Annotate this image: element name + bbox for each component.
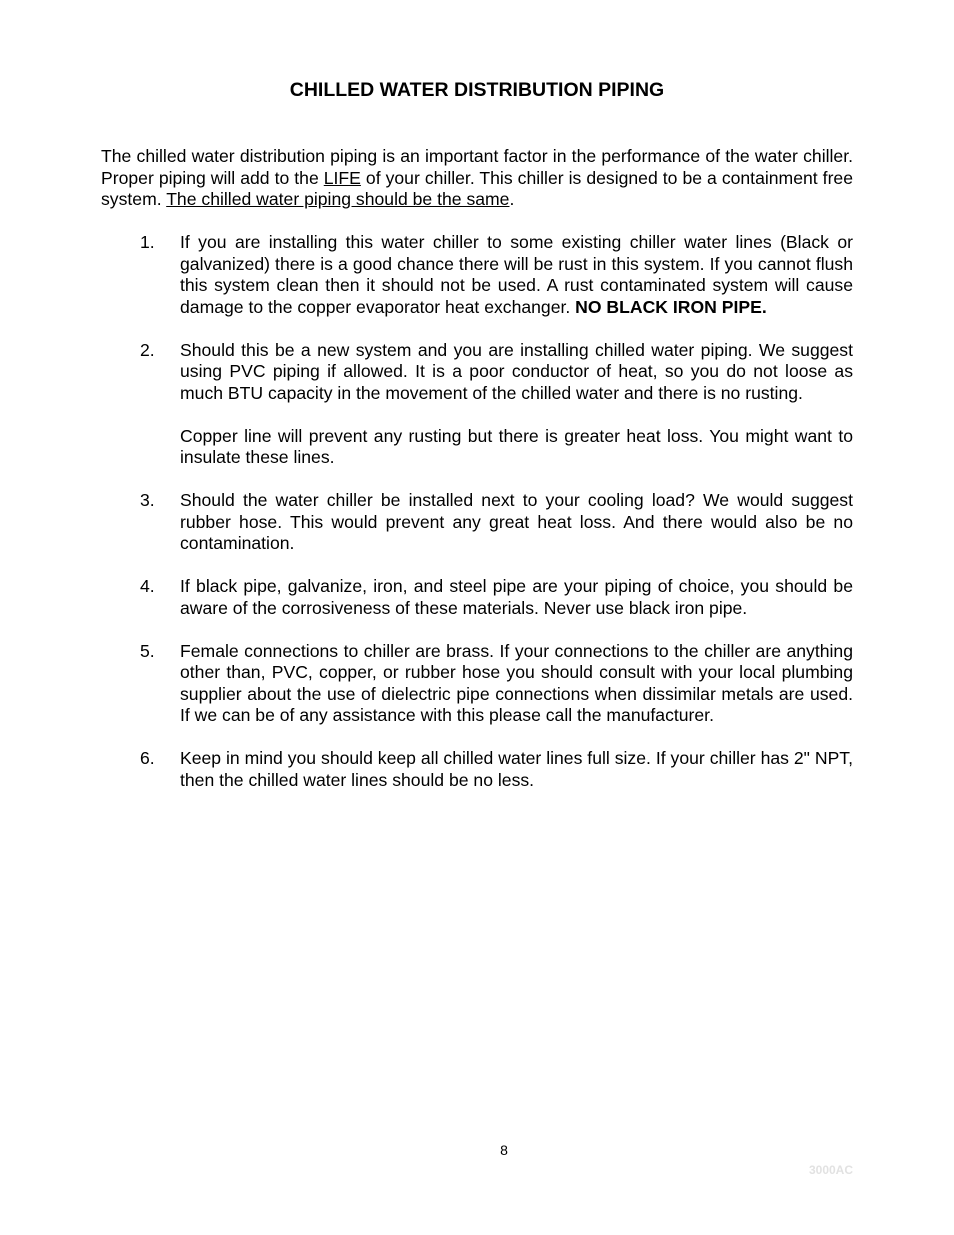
item-number: 1. xyxy=(140,232,155,252)
item-body xyxy=(180,490,853,555)
item-text xyxy=(180,232,853,318)
item-body xyxy=(180,232,853,318)
item-text-normal: If you are installing this water chiller to some existing chiller water lines (Black or galvanized) there is a good chance there will be rust in this system. If you cannot flush this system clean then it should not be used. A rust contaminated system will cause damage to the copper evaporator heat exchanger. xyxy=(180,232,853,317)
item-number: 4. xyxy=(140,576,155,596)
item-text-continued: Copper line will prevent any rusting but there is greater heat loss. You might want to insulate these lines. xyxy=(180,425,853,467)
item-text: Keep in mind you should keep all chilled water lines full size. If your chiller has 2" NPT, then the chilled water lines should be no less. xyxy=(180,748,853,790)
item-text: Should this be a new system and you are installing chilled water piping. We suggest using PVC piping if allowed. It is a poor conductor of heat, so you do not loose as much BTU capacity in the movement of the chilled water and there is no rusting. xyxy=(180,339,853,403)
list-item xyxy=(140,641,853,727)
list-item xyxy=(140,576,853,619)
item-text: If black pipe, galvanize, iron, and steel pipe are your piping of choice, you should be aware of the corrosiveness of these materials. Never use black iron pipe. xyxy=(180,576,853,618)
same-underlined: The chilled water piping should be the same xyxy=(166,189,510,209)
item-number: 2. xyxy=(140,339,155,360)
item-body xyxy=(180,340,853,469)
intro-text: . xyxy=(509,189,515,209)
item-body xyxy=(180,641,853,727)
item-text: Should the water chiller be installed next to your cooling load? We would suggest rubber hose. This would prevent any great heat loss. And there would also be no contamination. xyxy=(180,490,853,553)
piping-instructions-list xyxy=(140,232,853,813)
list-item xyxy=(140,232,853,318)
list-item xyxy=(140,340,853,469)
document-code: 3000AC xyxy=(808,1163,853,1177)
item-body xyxy=(180,748,853,791)
item-text: Female connections to chiller are brass. If your connections to the chiller are anything other than, PVC, copper, or rubber hose you should consult with your local plumbing supplier about the use of dielectric pipe connections when dissimilar metals are used. If we can be of any assistance with this please call the manufacturer. xyxy=(180,640,853,725)
intro-text: of your chiller. This chiller is designed to be a containment free system. xyxy=(101,167,853,209)
intro-paragraph xyxy=(101,146,853,211)
intro-text: The chilled water distribution piping is an important factor in the performance of the water chiller. Proper piping will add to the xyxy=(101,146,853,188)
item-number: 6. xyxy=(140,748,155,768)
list-item xyxy=(140,490,853,555)
life-underlined: LIFE xyxy=(323,167,361,188)
page-title: CHILLED WATER DISTRIBUTION PIPING xyxy=(289,79,665,101)
item-number: 3. xyxy=(140,490,155,510)
page-number: 8 xyxy=(500,1142,508,1158)
list-item xyxy=(140,748,853,791)
item-number: 5. xyxy=(140,640,155,661)
item-text-bold: NO BLACK IRON PIPE. xyxy=(575,296,767,317)
item-body xyxy=(180,576,853,619)
